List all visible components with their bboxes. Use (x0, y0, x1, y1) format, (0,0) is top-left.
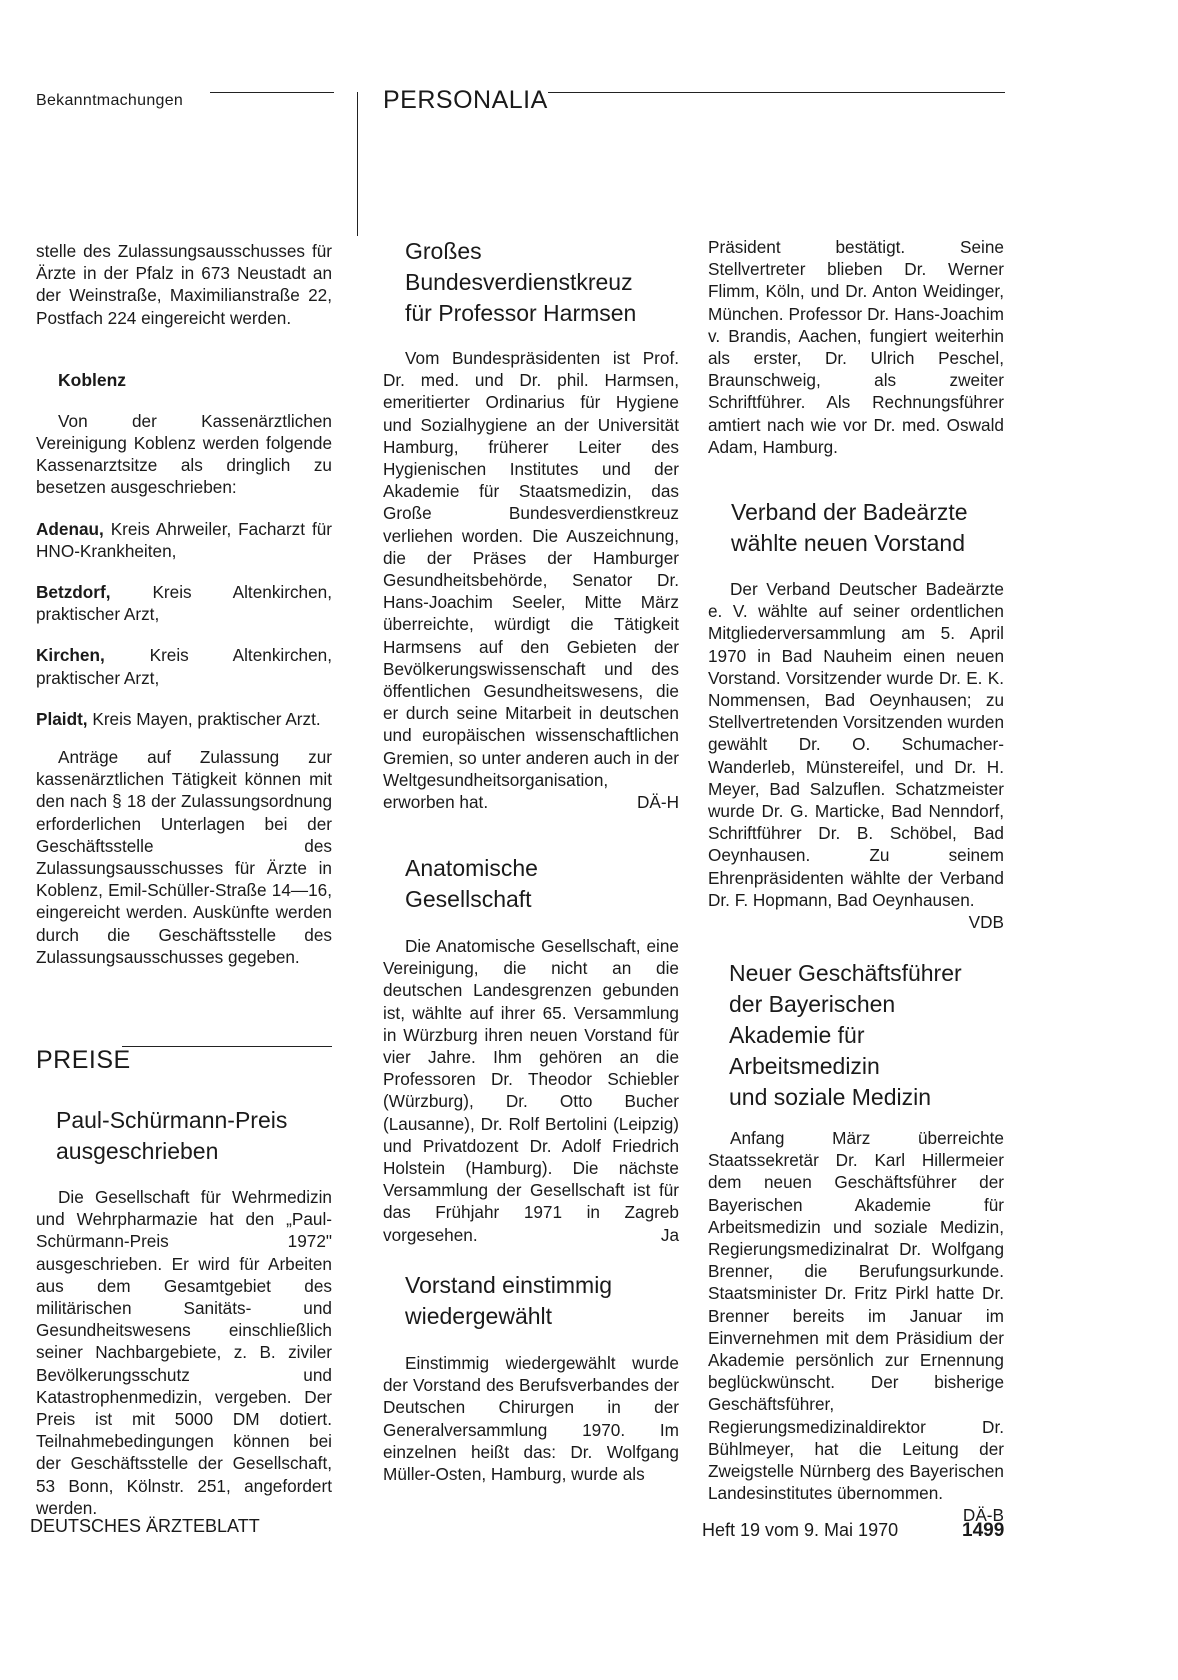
column-divider (357, 92, 358, 236)
section-label-bekanntmachungen: Bekanntmachungen (36, 92, 184, 109)
author-signature: VDB (968, 912, 1004, 933)
title-line: und soziale Medizin (729, 1084, 932, 1110)
title-line: für Professor Harmsen (405, 300, 637, 326)
preis-body: Die Gesellschaft für Wehrmedizin und Wehrpharmazie hat den „Paul-Schürmann-Preis 1972" ausgeschrieben. Er wird für Arbeiten aus dem Gesamtgebiet des militärischen Sanitäts- und Gesundheitswesens einschließlich seiner Nachbargebiete, z. B. ziviler Bevölkerungsschutz und Katastrophenmedizin, vergeben. Der Preis ist mit 5000 DM dotiert. Teilnahmebedingungen können bei der Geschäftsstelle der Gesellschaft, 53 Bonn, Kölnstr. 251, angefordert werden. (36, 1187, 332, 1518)
title-line: der Bayerischen (729, 991, 896, 1017)
vorstand-body: Einstimmig wiedergewählt wurde der Vorstand des Berufsverbandes der Deutschen Chirurgen in der Generalversammlung 1970. Im einzelnen heißt das: Dr. Wolfgang Müller-Osten, Hamburg, wurde als (383, 1353, 679, 1485)
vorstand-continuation: Präsident bestätigt. Seine Stellvertreter blieben Dr. Werner Flimm, Köln, und Dr. Anton Weidinger, München. Professor Dr. Hans-Joachim v. Brandis, Aachen, fungiert weiterhin als erster, Dr. Ulrich Peschel, Braunschweig, als zweiter Schriftführer. Als Rechnungsführer amtiert nach wie vor Dr. med. Oswald Adam, Hamburg. (708, 237, 1004, 457)
preis-title (56, 1105, 336, 1167)
title-line: Paul-Schürmann-Preis (56, 1107, 288, 1133)
place-detail: Kreis Ahrweiler, Facharzt für HNO-Krankheiten, (36, 518, 332, 561)
vorstand-title (405, 1270, 685, 1332)
bade-body: Der Verband Deutscher Badeärzte e. V. wählte auf seiner ordentlichen Mitgliederversammlung am 5. April 1970 in Bad Nauheim einen neuen Vorstand. Vorsitzender wurde Dr. E. K. Nommensen, Bad Oeynhausen; zu Stellvertretenden Vorsitzenden wurden gewählt Dr. O. Schumacher-Wanderleb, Münstereifel, und Dr. H. Meyer, Bad Salzuflen. Schatzmeister wurde Dr. G. Marticke, Bad Nenndorf, Schriftführer Dr. B. Schöbel, Bad Oeynhausen. Zu seinem Ehrenpräsidenten wählte der Verband Dr. F. Hopmann, Bad Oeynhausen. VDB (708, 579, 1004, 933)
koblenz-heading: Koblenz (58, 369, 127, 390)
harmsen-title (405, 236, 685, 329)
anat-body: Die Anatomische Gesellschaft, eine Vereinigung, die nicht an die deutschen Landesgrenzen gebunden ist, wählte auf ihrer 65. Versammlung in Würzburg ihren neuen Vorstand für vier Jahre. Ihm gehören an die Professoren Dr. Theodor Schiebler (Würzburg), Dr. Otto Bucher (Lausanne), Dr. Rolf Bertolini (Leipzig) und Privatdozent Dr. Adolf Friedrich Holstein (Hamburg). Die nächste Versammlung der Gesellschaft ist für das Frühjahr 1971 in Zagreb vorgesehen. Ja (383, 936, 679, 1245)
koblenz-closing: Anträge auf Zulassung zur kassenärztlichen Tätigkeit können mit den nach § 18 der Zulassungsordnung erforderlichen Unterlagen bei der Geschäftsstelle des Zulassungsausschusses für Ärzte in Koblenz, Emil-Schüller-Straße 14—16, eingereicht werden. Auskünfte werden durch die Geschäftsstelle des Zulassungsausschusses gegeben. (36, 747, 332, 967)
section-heading-personalia: PERSONALIA (383, 86, 548, 114)
title-line: Arbeitsmedizin (729, 1053, 880, 1079)
place-detail: Kreis Altenkirchen, praktischer Arzt, (36, 582, 333, 625)
list-item (36, 518, 332, 562)
title-line: Bundesverdienstkreuz (405, 269, 633, 295)
preise-rule (122, 1046, 332, 1047)
bayern-title (729, 958, 1009, 1113)
journal-name: DEUTSCHES ÄRZTEBLATT (30, 1516, 260, 1536)
continuation-text: stelle des Zulassungsausschusses für Ärzte in der Pfalz in 673 Neustadt an der Weinstraße, Maximilianstraße 22, Postfach 224 eingereicht werden. (36, 241, 332, 328)
list-item (36, 581, 332, 625)
anat-title (405, 853, 685, 915)
harmsen-body: Vom Bundespräsidenten ist Prof. Dr. med. und Dr. phil. Harmsen, emeritierter Ordinarius für Hygiene und Sozialhygiene an der Universität Hamburg, früherer Leiter des Hygienischen Institutes und der Akademie für Staatsmedizin, das Große Bundesverdienstkreuz verliehen worden. Die Auszeichnung, die der Präses der Hamburger Gesundheitsbehörde, Senator Dr. Hans-Joachim Seeler, Mitte März überreichte, würdigt die Tätigkeit Harmsens auf den Gebieten der Bevölkerungswissenschaft und des öffentlichen Gesundheitswesens, die er durch seine Mitarbeit in deutschen und europäischen wissenschaftlichen Gremien, so unter anderen auch in der Weltgesundheitsorganisation, erworben hat. DÄ-H (383, 348, 679, 813)
place-detail: Kreis Altenkirchen, praktischer Arzt, (36, 645, 332, 688)
title-line: wiedergewählt (405, 1303, 553, 1329)
list-item (36, 644, 332, 688)
bade-title (731, 497, 1011, 559)
header-rule-right (548, 92, 1005, 93)
title-line: Großes (405, 238, 482, 264)
bayern-body: Anfang März überreichte Staatssekretär Dr. Karl Hillermeier dem neuen Geschäftsführer der Bayerischen Akademie für Arbeitsmedizin und soziale Medizin, Regierungsmedizinalrat Dr. Wolfgang Brenner, die Berufungsurkunde. Staatsminister Dr. Fritz Pirkl hatte Dr. Brenner bereits im Januar im Einvernehmen mit dem Präsidium der Akademie persönlich zur Ernennung beglückwünscht. Der bisherige Geschäftsführer, Regierungsmedizinaldirektor Dr. Bühlmeyer, hat die Leitung der Zweigstelle Nürnberg des Bayerischen Landesinstitutes übernommen. DÄ-B (708, 1128, 1004, 1526)
header-rule-left (210, 92, 334, 93)
place-name: Kirchen, (36, 645, 105, 666)
page-number: 1499 (962, 1520, 1005, 1541)
left-column (36, 240, 332, 968)
koblenz-intro: Von der Kassenärztlichen Vereinigung Koblenz werden folgende Kassenarztsitze als dringlich zu besetzen ausgeschrieben: (36, 410, 332, 498)
issue-info: Heft 19 vom 9. Mai 1970 (702, 1520, 899, 1540)
place-name: Adenau, (36, 518, 104, 539)
title-line: Vorstand einstimmig (405, 1272, 613, 1298)
title-line: Anatomische (405, 855, 538, 881)
author-signature: Ja (660, 1224, 679, 1245)
author-signature: DÄ-B (962, 1505, 1004, 1526)
section-heading-preise: PREISE (36, 1046, 131, 1074)
list-item (36, 708, 332, 730)
title-line: Verband der Badeärzte (731, 499, 968, 525)
title-line: wählte neuen Vorstand (731, 530, 966, 556)
place-detail: Kreis Mayen, praktischer Arzt. (92, 708, 321, 729)
author-signature: DÄ-H (636, 792, 679, 813)
place-name: Plaidt, (36, 708, 88, 729)
title-line: Akademie für (729, 1022, 865, 1048)
title-line: Neuer Geschäftsführer (729, 960, 962, 986)
title-line: ausgeschrieben (56, 1138, 219, 1164)
place-name: Betzdorf, (36, 582, 111, 603)
title-line: Gesellschaft (405, 886, 532, 912)
